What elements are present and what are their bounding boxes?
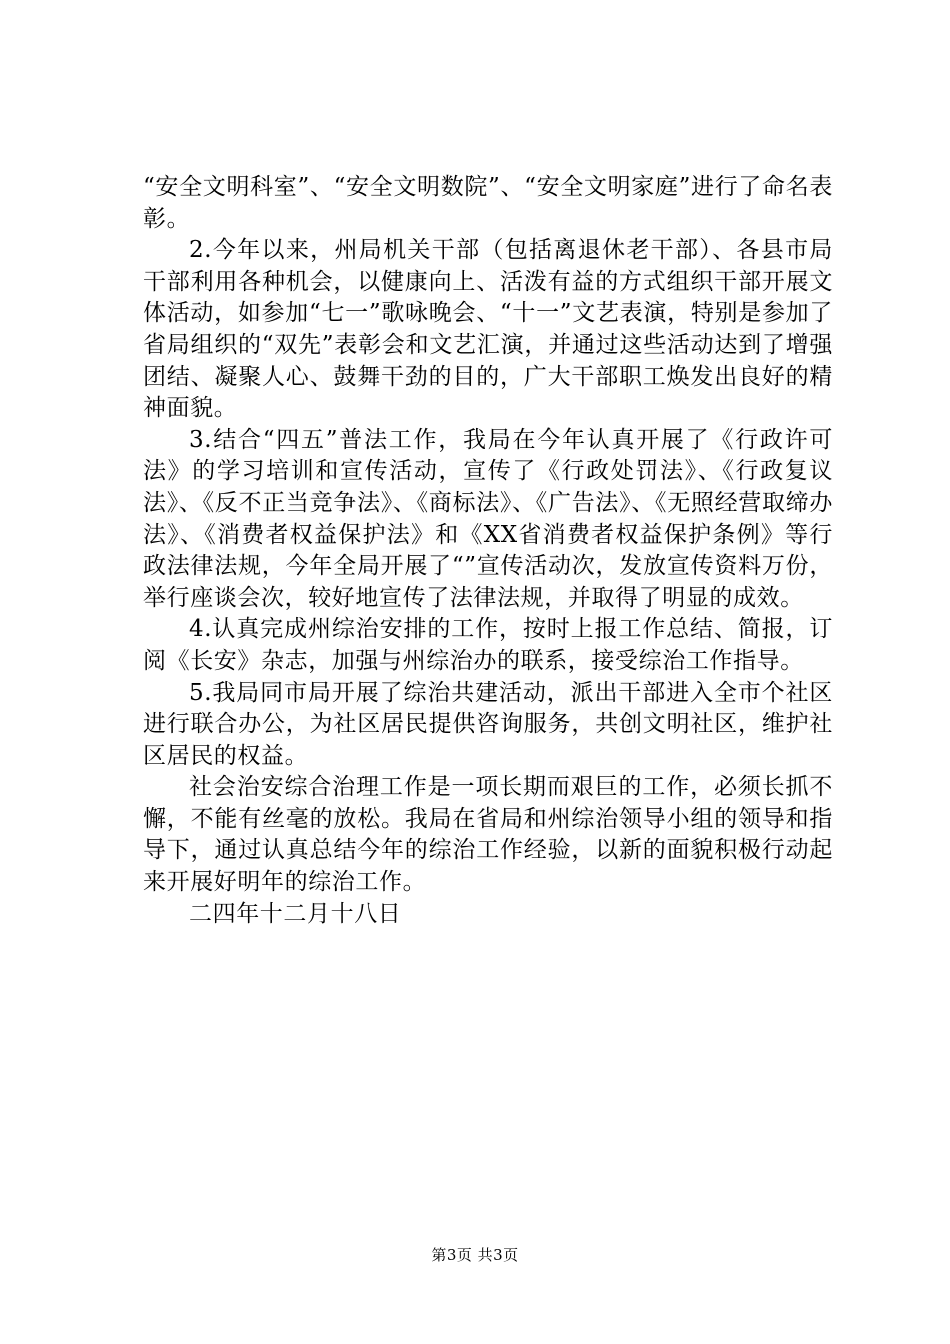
paragraph-continuation: “安全文明科室”、“安全文明数院”、“安全文明家庭”进行了命名表彰。 — [143, 174, 833, 232]
paragraph-item-5: 5.我局同市局开展了综治共建活动，派出干部进入全市个社区进行联合办公，为社区居民提供咨询服务，共创文明社区，维护社区居民的权益。 — [143, 679, 833, 769]
paragraph-item-4: 4.认真完成州综治安排的工作，按时上报工作总结、简报，订阅《长安》杂志，加强与州综治办的联系，接受综治工作指导。 — [143, 616, 833, 674]
paragraph-conclusion: 社会治安综合治理工作是一项长期而艰巨的工作，必须长抓不懈，不能有丝毫的放松。我局在省局和州综治领导小组的领导和指导下，通过认真总结今年的综治工作经验，以新的面貌积极行动起来开展好明年的综治工作。 — [143, 774, 833, 896]
paragraph-item-3: 3.结合“四五”普法工作，我局在今年认真开展了《行政许可法》的学习培训和宣传活动，宣传了《行政处罚法》、《行政复议法》、《反不正当竞争法》、《商标法》、《广告法》、《无照经营取缔办法》、《消费者权益保护法》和《XX省消费者权益保护条例》等行政法律法规，今年全局开展了“”宣传活动次，发放宣传资料万份，举行座谈会次，较好地宣传了法律法规，并取得了明显的成效。 — [143, 426, 833, 611]
document-body — [143, 172, 833, 930]
paragraph-item-2: 2.今年以来，州局机关干部（包括离退休老干部）、各县市局干部利用各种机会，以健康向上、活泼有益的方式组织干部开展文体活动，如参加“七一”歌咏晚会、“十一”文艺表演，特别是参加了省局组织的“双先”表彰会和文艺汇演，并通过这些活动达到了增强团结、凝聚人心、鼓舞干劲的目的，广大干部职工焕发出良好的精神面貌。 — [143, 237, 833, 422]
document-date: 二四年十二月十八日 — [189, 900, 402, 927]
page-footer: 第3页 共3页 — [431, 1246, 519, 1264]
